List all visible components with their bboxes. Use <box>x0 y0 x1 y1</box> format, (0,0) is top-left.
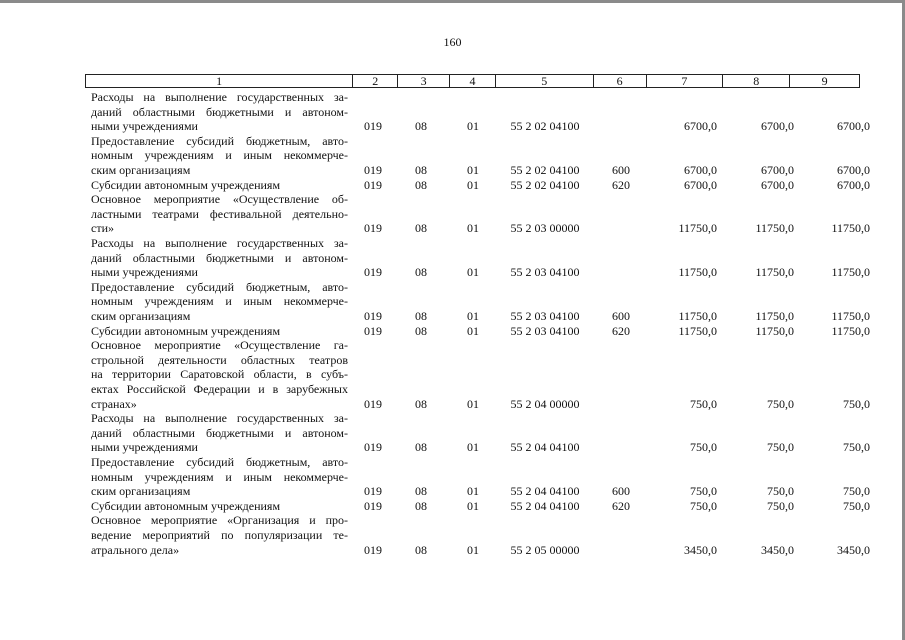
cell-col-5: 55 2 02 04100 <box>510 163 580 177</box>
description-line: на территории Саратовской области, в субъ- <box>91 367 348 382</box>
row-description <box>91 411 348 455</box>
cell-col-5: 55 2 02 04100 <box>510 177 580 192</box>
description-line: Предоставление субсидий бюджетным, авто- <box>91 279 348 294</box>
cell-col-8: 750,0 <box>767 396 794 411</box>
cell-col-8: 6700,0 <box>761 119 794 134</box>
cell-col-5: 55 2 03 04100 <box>510 323 580 338</box>
cell-col-9: 11750,0 <box>831 309 870 323</box>
description-line: Предоставление субсидий бюджетным, авто- <box>91 455 348 469</box>
cell-col-2: 019 <box>364 484 382 499</box>
cell-col-8: 11750,0 <box>755 323 794 338</box>
header-col-7: 7 <box>646 75 723 87</box>
header-col-3: 3 <box>397 75 449 87</box>
description-line: странах» <box>91 396 137 411</box>
row-description <box>91 455 348 499</box>
cell-col-4: 01 <box>467 177 479 192</box>
description-line: ведение мероприятий по популяризации те- <box>91 527 348 542</box>
description-line: ектах Российской Федерации и в зарубежных <box>91 381 348 396</box>
row-description <box>91 236 348 280</box>
cell-col-7: 6700,0 <box>684 163 717 177</box>
cell-col-8: 11750,0 <box>755 221 794 236</box>
cell-col-7: 6700,0 <box>684 119 717 134</box>
cell-col-6: 600 <box>612 484 630 499</box>
cell-col-5: 55 2 04 00000 <box>510 396 580 411</box>
description-line: ными учреждениями <box>91 119 198 134</box>
table-row <box>0 411 905 455</box>
row-description <box>91 513 348 557</box>
description-line: даний областными бюджетными и автоном- <box>91 104 348 119</box>
cell-col-8: 11750,0 <box>755 265 794 280</box>
cell-col-2: 019 <box>364 265 382 280</box>
cell-col-9: 6700,0 <box>837 177 870 192</box>
description-line: Основное мероприятие «Организация и про- <box>91 513 348 528</box>
cell-col-9: 750,0 <box>843 484 870 499</box>
row-description <box>91 280 348 324</box>
table-header <box>85 74 860 88</box>
description-line: Субсидии автономным учреждениям <box>91 177 281 192</box>
cell-col-7: 3450,0 <box>684 542 717 557</box>
description-line: номным учреждениям и иным некоммерче- <box>91 294 348 309</box>
cell-col-4: 01 <box>467 498 479 513</box>
cell-col-8: 6700,0 <box>761 177 794 192</box>
cell-col-5: 55 2 03 04100 <box>510 265 580 280</box>
row-description <box>91 90 348 134</box>
cell-col-5: 55 2 04 04100 <box>510 484 580 499</box>
description-line: ластными театрами фестивальной деятельно- <box>91 206 348 221</box>
table-row <box>0 192 905 236</box>
table-row <box>0 499 905 514</box>
description-line: даний областными бюджетными и автоном- <box>91 425 348 440</box>
cell-col-3: 08 <box>415 396 427 411</box>
cell-col-6: 600 <box>612 309 630 323</box>
cell-col-3: 08 <box>415 265 427 280</box>
description-line: сти» <box>91 221 114 236</box>
description-line: Расходы на выполнение государственных за- <box>91 90 348 104</box>
description-line: ским организациям <box>91 484 191 499</box>
cell-col-3: 08 <box>415 221 427 236</box>
cell-col-2: 019 <box>364 309 382 323</box>
cell-col-7: 11750,0 <box>678 309 717 323</box>
table-row <box>0 513 905 557</box>
cell-col-3: 08 <box>415 542 427 557</box>
cell-col-6: 600 <box>612 163 630 177</box>
scan-edge-top <box>0 0 905 3</box>
row-description <box>91 338 348 411</box>
page-number: 160 <box>443 35 462 49</box>
cell-col-4: 01 <box>467 440 479 455</box>
cell-col-8: 750,0 <box>767 484 794 499</box>
cell-col-9: 750,0 <box>843 498 870 513</box>
cell-col-6: 620 <box>612 177 630 192</box>
description-line: атрального дела» <box>91 542 180 557</box>
cell-col-8: 6700,0 <box>761 163 794 177</box>
description-line: ными учреждениями <box>91 265 198 280</box>
cell-col-4: 01 <box>467 163 479 177</box>
cell-col-4: 01 <box>467 265 479 280</box>
table-row <box>0 90 905 134</box>
header-col-8: 8 <box>722 75 789 87</box>
cell-col-4: 01 <box>467 323 479 338</box>
cell-col-7: 11750,0 <box>678 265 717 280</box>
cell-col-3: 08 <box>415 309 427 323</box>
table-row <box>0 324 905 339</box>
header-col-5: 5 <box>495 75 593 87</box>
description-line: Расходы на выполнение государственных за- <box>91 236 348 250</box>
cell-col-4: 01 <box>467 396 479 411</box>
cell-col-5: 55 2 02 04100 <box>510 119 580 134</box>
header-col-1: 1 <box>216 74 223 88</box>
cell-col-9: 750,0 <box>843 440 870 455</box>
cell-col-3: 08 <box>415 177 427 192</box>
description-line: Предоставление субсидий бюджетным, авто- <box>91 133 348 148</box>
cell-col-3: 08 <box>415 440 427 455</box>
header-col-6: 6 <box>593 75 646 87</box>
cell-col-2: 019 <box>364 440 382 455</box>
cell-col-7: 11750,0 <box>678 221 717 236</box>
table-row <box>0 455 905 499</box>
cell-col-4: 01 <box>467 484 479 499</box>
row-description <box>91 192 348 236</box>
cell-col-5: 55 2 05 00000 <box>510 542 580 557</box>
cell-col-3: 08 <box>415 484 427 499</box>
cell-col-9: 6700,0 <box>837 163 870 177</box>
cell-col-8: 750,0 <box>767 498 794 513</box>
description-line: Субсидии автономным учреждениям <box>91 498 281 513</box>
table-row <box>0 338 905 411</box>
table-row <box>0 280 905 324</box>
cell-col-3: 08 <box>415 498 427 513</box>
row-description <box>91 499 348 514</box>
cell-col-7: 11750,0 <box>678 323 717 338</box>
description-line: ским организациям <box>91 308 191 323</box>
cell-col-2: 019 <box>364 542 382 557</box>
description-line: Основное мероприятие «Осуществление об- <box>91 192 348 207</box>
cell-col-7: 6700,0 <box>684 177 717 192</box>
cell-col-5: 55 2 03 04100 <box>510 309 580 323</box>
cell-col-4: 01 <box>467 309 479 323</box>
table-row <box>0 236 905 280</box>
cell-col-9: 6700,0 <box>837 119 870 134</box>
cell-col-5: 55 2 04 04100 <box>510 498 580 513</box>
cell-col-2: 019 <box>364 498 382 513</box>
table-row <box>0 134 905 178</box>
cell-col-7: 750,0 <box>690 440 717 455</box>
cell-col-5: 55 2 04 04100 <box>510 440 580 455</box>
header-col-2: 2 <box>352 75 397 87</box>
cell-col-8: 11750,0 <box>755 309 794 323</box>
cell-col-6: 620 <box>612 498 630 513</box>
cell-col-2: 019 <box>364 119 382 134</box>
cell-col-4: 01 <box>467 119 479 134</box>
header-col-4: 4 <box>449 75 495 87</box>
cell-col-9: 3450,0 <box>837 542 870 557</box>
cell-col-2: 019 <box>364 221 382 236</box>
table-row <box>0 178 905 193</box>
cell-col-8: 750,0 <box>767 440 794 455</box>
cell-col-7: 750,0 <box>690 484 717 499</box>
cell-col-5: 55 2 03 00000 <box>510 221 580 236</box>
cell-col-7: 750,0 <box>690 396 717 411</box>
cell-col-9: 11750,0 <box>831 323 870 338</box>
description-line: номным учреждениям и иным некоммерче- <box>91 469 348 484</box>
cell-col-9: 11750,0 <box>831 221 870 236</box>
cell-col-7: 750,0 <box>690 498 717 513</box>
row-description <box>91 134 348 178</box>
cell-col-4: 01 <box>467 221 479 236</box>
description-line: ским организациям <box>91 162 191 177</box>
row-description <box>91 324 348 339</box>
cell-col-3: 08 <box>415 163 427 177</box>
description-line: Основное мероприятие «Осуществление га- <box>91 338 348 353</box>
cell-col-2: 019 <box>364 323 382 338</box>
description-line: Расходы на выполнение государственных за- <box>91 411 348 426</box>
cell-col-8: 3450,0 <box>761 542 794 557</box>
cell-col-6: 620 <box>612 323 630 338</box>
description-line: Субсидии автономным учреждениям <box>91 323 281 338</box>
cell-col-2: 019 <box>364 163 382 177</box>
cell-col-3: 08 <box>415 323 427 338</box>
cell-col-2: 019 <box>364 177 382 192</box>
cell-col-3: 08 <box>415 119 427 134</box>
description-line: номным учреждениям и иным некоммерче- <box>91 148 348 163</box>
description-line: ными учреждениями <box>91 440 198 455</box>
cell-col-4: 01 <box>467 542 479 557</box>
cell-col-9: 11750,0 <box>831 265 870 280</box>
cell-col-9: 750,0 <box>843 396 870 411</box>
cell-col-2: 019 <box>364 396 382 411</box>
description-line: даний областными бюджетными и автоном- <box>91 250 348 265</box>
header-col-9: 9 <box>789 75 859 87</box>
description-line: строльной деятельности областных театров <box>91 352 348 367</box>
row-description <box>91 178 348 193</box>
